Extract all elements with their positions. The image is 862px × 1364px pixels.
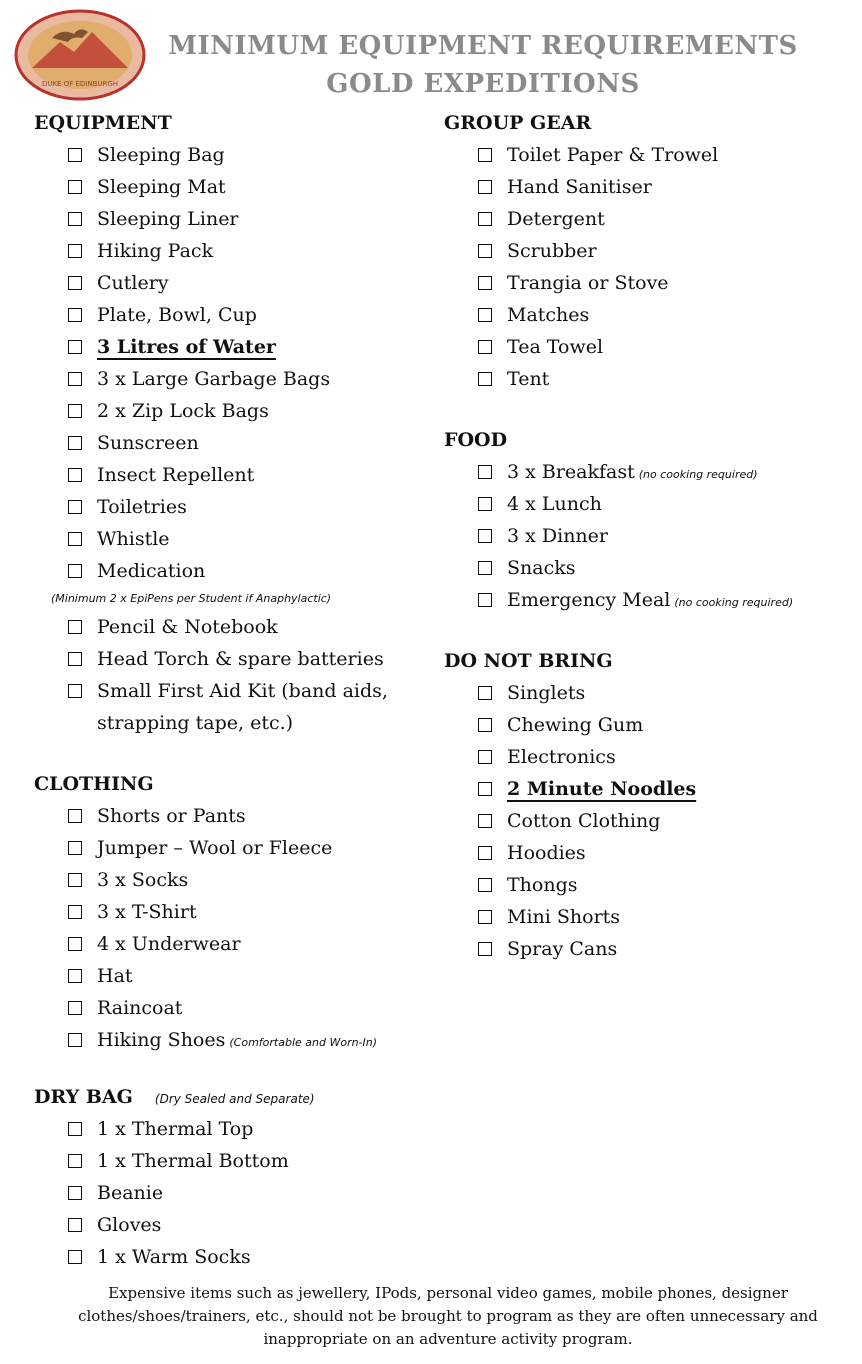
food-heading: FOOD <box>444 429 508 451</box>
checklist-item[interactable]: Hat <box>34 960 434 992</box>
checkbox[interactable] <box>478 750 492 764</box>
checkbox[interactable] <box>478 465 492 479</box>
checklist-item[interactable]: Gloves <box>34 1209 434 1241</box>
checkbox[interactable] <box>68 532 82 546</box>
checkbox[interactable] <box>478 942 492 956</box>
checkbox[interactable] <box>68 1218 82 1232</box>
checklist-item[interactable]: Detergent <box>444 203 854 235</box>
checklist-item[interactable]: Hoodies <box>444 837 854 869</box>
checklist-item[interactable]: Hiking Shoes (Comfortable and Worn-In) <box>34 1024 434 1056</box>
checklist-item[interactable]: Hand Sanitiser <box>444 171 854 203</box>
clothing-heading: CLOTHING <box>34 773 154 795</box>
dry-bag-heading: DRY BAG (Dry Sealed and Separate) <box>34 1086 315 1108</box>
checkbox[interactable] <box>478 878 492 892</box>
checklist-item[interactable]: 2 x Zip Lock Bags <box>34 395 434 427</box>
checkbox[interactable] <box>68 372 82 386</box>
checklist-item[interactable]: 3 x Breakfast (no cooking required) <box>444 456 854 488</box>
checklist-item[interactable]: Sleeping Liner <box>34 203 434 235</box>
checklist-item[interactable]: Singlets <box>444 677 854 709</box>
group-gear-heading: GROUP GEAR <box>444 112 592 134</box>
checkbox[interactable] <box>478 846 492 860</box>
checkbox[interactable] <box>68 841 82 855</box>
checkbox[interactable] <box>478 561 492 575</box>
checklist-item[interactable]: Tent <box>444 363 854 395</box>
checkbox[interactable] <box>68 500 82 514</box>
equipment-heading: EQUIPMENT <box>34 112 172 134</box>
checklist-item[interactable]: 1 x Thermal Bottom <box>34 1145 434 1177</box>
checklist-item-water[interactable]: 3 Litres of Water <box>34 331 434 363</box>
checklist-item[interactable]: Cotton Clothing <box>444 805 854 837</box>
checkbox[interactable] <box>68 1250 82 1264</box>
checklist-item[interactable]: Cutlery <box>34 267 434 299</box>
checklist-item[interactable]: Head Torch & spare batteries <box>34 643 434 675</box>
checkbox[interactable] <box>68 564 82 578</box>
checklist-item[interactable]: Spray Cans <box>444 933 854 965</box>
checklist-item[interactable]: 1 x Thermal Top <box>34 1113 434 1145</box>
footer-note: Expensive items such as jewellery, IPods, personal video games, mobile phones, designer clothes/shoes/trainers, etc., should not be brought to program as they are often unnecessary and inappropriate on an adventure activity program. <box>78 1284 818 1348</box>
checklist-item[interactable]: 3 x Dinner <box>444 520 854 552</box>
dry-bag-note: (Dry Sealed and Separate) <box>154 1092 315 1106</box>
checklist-item[interactable]: Plate, Bowl, Cup <box>34 299 434 331</box>
checkbox[interactable] <box>478 212 492 226</box>
checkbox[interactable] <box>68 340 82 354</box>
checkbox[interactable] <box>68 684 82 698</box>
checkbox[interactable] <box>68 1186 82 1200</box>
checkbox[interactable] <box>478 814 492 828</box>
checkbox[interactable] <box>68 969 82 983</box>
checklist-item[interactable]: Hiking Pack <box>34 235 434 267</box>
checkbox[interactable] <box>478 718 492 732</box>
checklist-item[interactable]: Sunscreen <box>34 427 434 459</box>
checklist-item[interactable]: 4 x Lunch <box>444 488 854 520</box>
checkbox[interactable] <box>68 873 82 887</box>
checklist-item[interactable]: Thongs <box>444 869 854 901</box>
checklist-item[interactable]: 4 x Underwear <box>34 928 434 960</box>
checkbox[interactable] <box>68 620 82 634</box>
checklist-item[interactable]: Mini Shorts <box>444 901 854 933</box>
checklist-item[interactable]: Emergency Meal (no cooking required) <box>444 584 854 616</box>
checkbox[interactable] <box>68 1001 82 1015</box>
checklist-item[interactable]: Shorts or Pants <box>34 800 434 832</box>
checkbox[interactable] <box>478 180 492 194</box>
checkbox[interactable] <box>478 276 492 290</box>
checkbox[interactable] <box>68 404 82 418</box>
checkbox[interactable] <box>478 910 492 924</box>
checkbox[interactable] <box>68 276 82 290</box>
checkbox[interactable] <box>478 529 492 543</box>
checklist-item[interactable]: Whistle <box>34 523 434 555</box>
checkbox[interactable] <box>68 937 82 951</box>
checkbox[interactable] <box>68 244 82 258</box>
checklist-item[interactable]: Small First Aid Kit (band aids, strapping tape, etc.) <box>34 675 397 739</box>
checkbox[interactable] <box>478 497 492 511</box>
checklist-item[interactable]: Beanie <box>34 1177 434 1209</box>
checklist-item[interactable]: Sleeping Bag <box>34 139 434 171</box>
item-note: (no cooking required) <box>674 596 794 609</box>
checkbox[interactable] <box>478 372 492 386</box>
checklist-item-noodles[interactable]: 2 Minute Noodles <box>444 773 854 805</box>
checklist-item[interactable]: Jumper – Wool or Fleece <box>34 832 434 864</box>
checklist-item[interactable]: Toilet Paper & Trowel <box>444 139 854 171</box>
checkbox[interactable] <box>68 652 82 666</box>
checkbox[interactable] <box>68 1122 82 1136</box>
checklist-item[interactable]: Snacks <box>444 552 854 584</box>
checkbox[interactable] <box>68 1154 82 1168</box>
checklist-item[interactable]: 3 x T-Shirt <box>34 896 434 928</box>
checklist-item[interactable]: Chewing Gum <box>444 709 854 741</box>
do-not-bring-heading: DO NOT BRING <box>444 650 613 672</box>
checklist-item[interactable]: Insect Repellent <box>34 459 434 491</box>
checkbox[interactable] <box>478 340 492 354</box>
checkbox[interactable] <box>68 212 82 226</box>
checkbox[interactable] <box>478 782 492 796</box>
checklist-item[interactable]: Tea Towel <box>444 331 854 363</box>
checkbox[interactable] <box>68 148 82 162</box>
medication-note: (Minimum 2 x EpiPens per Student if Anaphylactic) <box>51 592 332 605</box>
checklist-item[interactable]: Electronics <box>444 741 854 773</box>
svg-text:DUKE OF EDINBURGH: DUKE OF EDINBURGH <box>41 80 119 88</box>
checkbox[interactable] <box>68 436 82 450</box>
checklist-item[interactable]: Trangia or Stove <box>444 267 854 299</box>
checklist-item[interactable]: Pencil & Notebook <box>34 611 434 643</box>
checklist-item[interactable]: Scrubber <box>444 235 854 267</box>
item-note: (Comfortable and Worn-In) <box>229 1036 378 1049</box>
checkbox[interactable] <box>68 905 82 919</box>
checklist-item[interactable]: Raincoat <box>34 992 434 1024</box>
checkbox[interactable] <box>68 180 82 194</box>
checklist-item[interactable]: Matches <box>444 299 854 331</box>
checkbox[interactable] <box>478 244 492 258</box>
item-note: (no cooking required) <box>638 468 758 481</box>
duke-of-edinburgh-logo <box>12 8 148 102</box>
checkbox[interactable] <box>68 308 82 322</box>
checklist-item[interactable]: Toiletries <box>34 491 434 523</box>
checkbox[interactable] <box>478 148 492 162</box>
left-column <box>34 108 434 1273</box>
checkbox[interactable] <box>478 308 492 322</box>
right-column <box>444 108 854 965</box>
document-title: MINIMUM EQUIPMENT REQUIREMENTS <box>168 31 798 61</box>
checklist-item[interactable]: 3 x Socks <box>34 864 434 896</box>
checklist-item[interactable]: Sleeping Mat <box>34 171 434 203</box>
checkbox[interactable] <box>68 1033 82 1047</box>
checklist-item[interactable]: 1 x Warm Socks <box>34 1241 434 1273</box>
checkbox[interactable] <box>478 593 492 607</box>
checklist-item[interactable]: 3 x Large Garbage Bags <box>34 363 434 395</box>
checkbox[interactable] <box>478 686 492 700</box>
checklist-item[interactable]: Medication <box>34 555 434 587</box>
checkbox[interactable] <box>68 809 82 823</box>
document-subtitle: GOLD EXPEDITIONS <box>326 69 640 99</box>
checkbox[interactable] <box>68 468 82 482</box>
